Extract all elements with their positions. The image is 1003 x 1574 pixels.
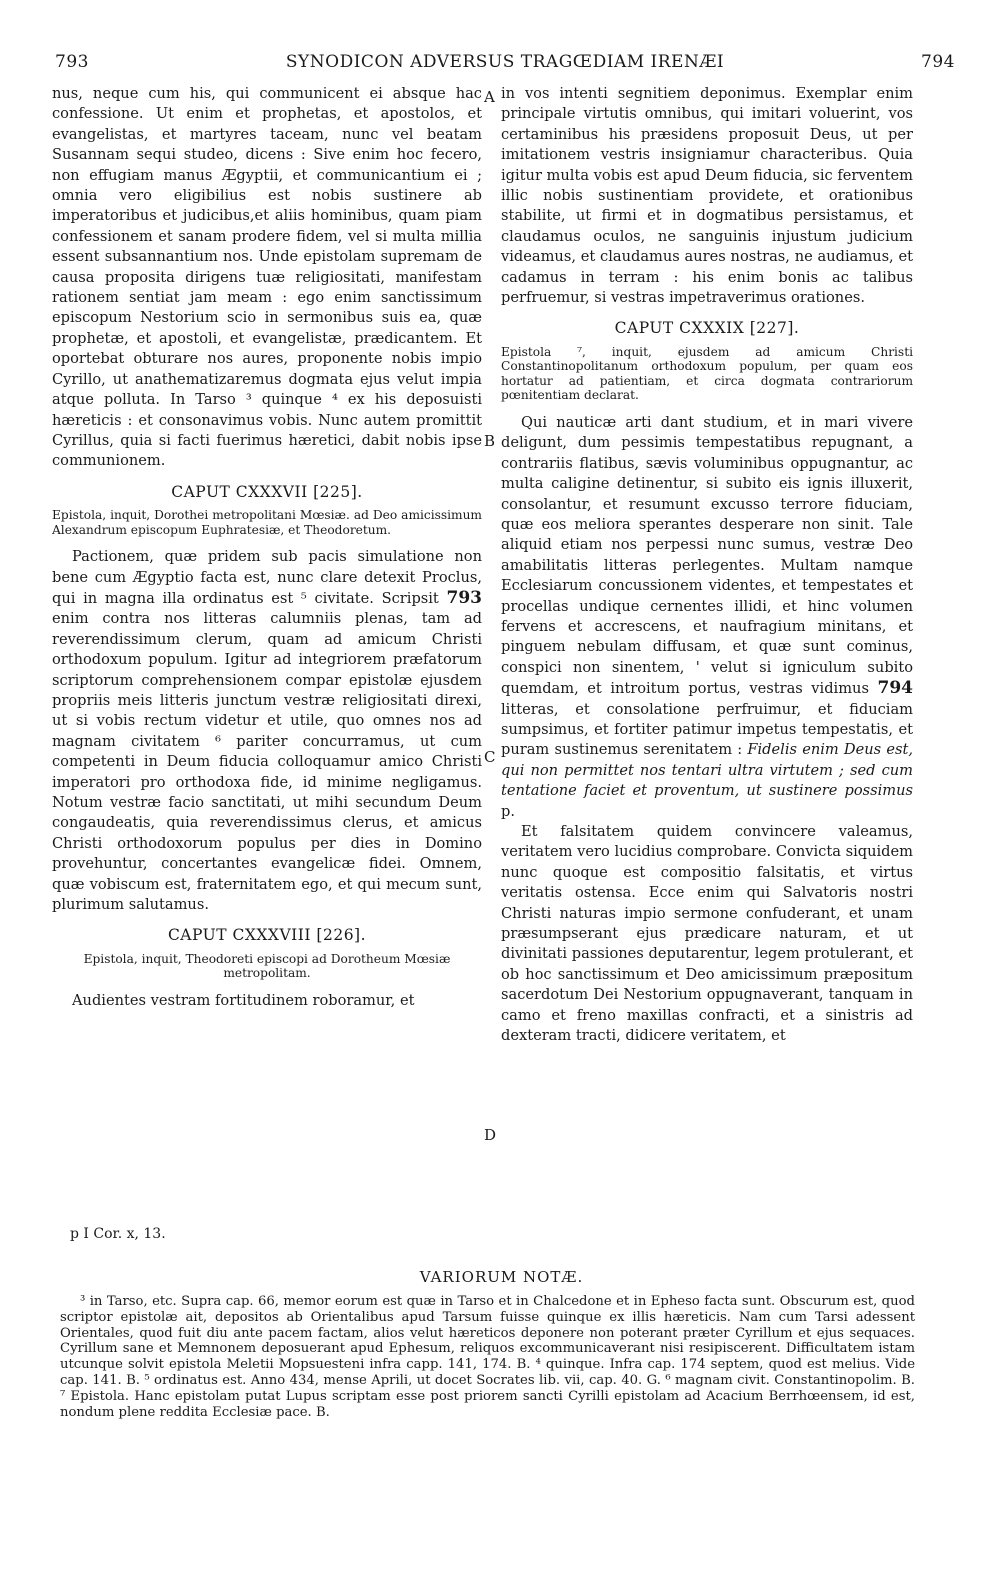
notes-title: VARIORUM NOTÆ. [419, 1268, 584, 1286]
chapter-139-text [501, 413, 913, 822]
column-number-794: 794 [877, 678, 913, 699]
chapter-137-text-b: enim contra nos litteras calumniis plenas, tam ad reverendissimum clerum, quam ad amicum Christi orthodoxum populum. Igitur ad integriorem præfatorum scriptorum comprehensionem compar epistolæ ejusdem propriis meis litteris junctum vestræ religiositati direxi, ut si vobis rectum videtur et utile, quo omnes nos ad magnam civitatem ⁶ pariter concurramus, ut cum competenti in Deum fiducia colloquamur amico Christi imperatori pro orthodoxa fide, id minime negligamus. Notum vestræ facio sanctitati, ut mihi secundum Deum congaudeatis, quia reverendissimus clerus, et amicus Christi orthodoxorum populus per dies in Domino provehuntur, concertantes evangelicæ fidei. Omnem, quæ vobiscum est, fraternitatem ego, et qui mecum sunt, plurimum salutamus. [52, 610, 482, 914]
chapter-139-paragraph-2: Et falsitatem quidem convincere valeamus, veritatem vero lucidius comprobare. Convicta siquidem nunc quoque est compositio falsitatis, et virtus veritatis ostensa. Ecce enim qui Salvatoris nostri Christi naturas impio sermone confuderant, et unam præsumpserant ejus prædicare naturam, et ut divinitati passiones deputarentur, legem protulerant, et ob hoc sanctissimum et Deo amicissimum præpositum sacerdotum Dei Nestorium oppugnaverant, tanquam in camo et freno maxillas confracti, et a sinistris ad dexteram tracti, didicere veritatem, et [501, 823, 913, 1045]
chapter-138-summary: Epistola, inquit, Theodoreti episcopi ad Dorotheum Mœsiæ metropolitam. [83, 951, 451, 981]
running-title: SYNODICON ADVERSUS TRAGŒDIAM IRENÆI [285, 52, 725, 72]
left-paragraph-1: nus, neque cum his, qui communicent ei absque hac confessione. Ut enim et prophetas, et apostolos, et evangelistas, et martyres taceam, nunc vel beatam Susannam sequi studeo, dicens : Sive enim hoc fecero, non effugiam manus Ægyptii, et communicantium ei ; omnia vero eligibilius est nobis sustinere ab imperatoribus et judicibus,et aliis hominibus, quam piam confessionem et sanam prodere fidem, vel si multa millia essent subsannantium nos. Unde epistolam supremam de causa proposita dirigens tuæ religiositati, manifestam rationem sentiat jam meam : ego enim sanctissimum episcopum Nestorium scio in sermonibus suis ea, quæ prophetæ, et apostoli, et evangelistæ, prædicantem. Et oportebat obturare nos aures, proponente nobis impio Cyrillo, ut anathematizaremus dogmata ejus velut impia atque polluta. In Tarso ³ quinque ⁴ ex his deposuisti hæreticis : et consonavimus vobis. Nunc autem promittit Cyrillus, quia si facti fuerimus hæretici, dabit nobis ipse communionem. [52, 85, 482, 470]
chapter-139-text-a: Qui nauticæ arti dant studium, et in mari vivere deligunt, dum pessimis tempestatibus repugnant, a contrariis flatibus, sævis voluminibus oppugnantur, ac multa caligine detinentur, si subito eis ignis illuxerit, consolantur, et resumunt excusso terrore fiduciam, quæ eos meliora sperantes desperare non sinit. Tale aliquid etiam nos perpessi nunc sumus, vestræ Deo amabilitatis litteras perlegentes. Multam namque Ecclesiarum concussionem videntes, et tempestates et procellas undique cernentes illidi, et hinc volumen fervens et accrescens, et naufragium minitans, et pinguem nebulam diffusam, et quæ sunt cominus, conspici non sinentem, ' velut si igniculum subito quemdam, et introitum portus, vestras vidimus [501, 413, 913, 698]
footnote-reference: p I Cor. x, 13. [70, 1226, 166, 1242]
notes-text: ³ in Tarso, etc. Supra cap. 66, memor eorum est quæ in Tarso et in Chalcedone et in Epheso facta sunt. Obscurum est, quod scriptor epistolæ ait, depositos ab Orientalibus apud Tarsum fuisse quinque ex illis hæreticis. Nam cum Tarsi adessent Orientales, quod fuit diu ante pacem factam, alios velut hæreticos deponere non poterant præter Cyrillum et ejus sequaces. Cyrillum sane et Memnonem deposuerant apud Ephesum, reliquos excommunicaverant nisi resipiscerent. Difficultatem istam utcunque solvit epistola Meletii Mopsuesteni infra capp. 141, 174. B. ⁴ quinque. Infra cap. 174 septem, quod est melius. Vide cap. 141. B. ⁵ ordinatus est. Anno 434, mense Aprili, ut docet Socrates lib. vii, cap. 40. G. ⁶ magnam civit. Constantinopolim. B. ⁷ Epistola. Hanc epistolam putat Lupus scriptam esse post priorem sancti Cyrilli epistolam ad Acacium Berrhœensem, id est, nondum plene reddita Ecclesiæ pace. B. [60, 1294, 915, 1420]
chapter-139-summary: Epistola ⁷, inquit, ejusdem ad amicum Christi Constantinopolitanum orthodoxum populum, per quam eos hortatur ad patientiam, et circa dogmata contrariorum pœnitentiam declarat. [501, 344, 913, 403]
margin-letter-b: B [484, 432, 496, 450]
page-number-right: 794 [921, 52, 955, 72]
page-number-left: 793 [55, 52, 89, 72]
margin-letter-a: A [484, 88, 495, 106]
chapter-137-text-a: Pactionem, quæ pridem sub pacis simulatione non bene cum Ægyptio facta est, nunc clare detexit Proclus, qui in magna illa ordinatus est ⁵ civitate. Scripsit [52, 548, 482, 607]
margin-letter-c: C [484, 748, 496, 766]
chapter-137-text [52, 547, 482, 915]
column-number-793: 793 [446, 587, 482, 608]
quote-footnote-ref: p. [501, 802, 515, 820]
chapter-139-title: CAPUT CXXXIX [227]. [614, 319, 800, 338]
chapter-138-text: Audientes vestram fortitudinem roboramur, et [72, 991, 415, 1009]
chapter-138-title: CAPUT CXXXVIII [226]. [167, 926, 367, 945]
chapter-137-summary: Epistola, inquit, Dorothei metropolitani Mœsiæ. ad Deo amicissimum Alexandrum episcopum Euphratesiæ, et Theodoretum. [52, 508, 482, 537]
left-column [52, 84, 482, 1219]
right-paragraph-1: in vos intenti segnitiem deponimus. Exemplar enim principale virtutis omnibus, qui imitari voluerint, vos certaminibus his præsidens proposuit Deus, ut per imitationem vestris insigniamur characteribus. Quia igitur multa vobis est apud Deum fiducia, sic ferventem illic nobis sustinentiam providete, et orationibus stabilite, ut firmi et in dogmatibus persistamus, et claudamus oculos, ne sanguinis injustum judicium videamus, et claudamus aures nostras, ne audiamus, et cadamus in terram : his enim bonis ac talibus perfruemur, si vestras impetraverimus orationes. [501, 85, 913, 307]
scripture-quote: Fidelis enim Deus est, qui non permittet nos tentari ultra virtutem ; sed cum tentatione faciet et proventum, ut sustinere possimus [501, 741, 913, 800]
margin-letter-d: D [484, 1126, 497, 1144]
right-column [501, 84, 913, 1219]
chapter-137-title: CAPUT CXXXVII [225]. [171, 482, 363, 501]
variorum-notes [60, 1294, 915, 1484]
chapter-139-text-b: litteras, et consolatione perfruimur, et fiduciam sumpsimus, et fortiter patimur impetus tempestatis, et puram sustinemus serenitatem : [501, 700, 913, 759]
running-header [55, 52, 955, 78]
